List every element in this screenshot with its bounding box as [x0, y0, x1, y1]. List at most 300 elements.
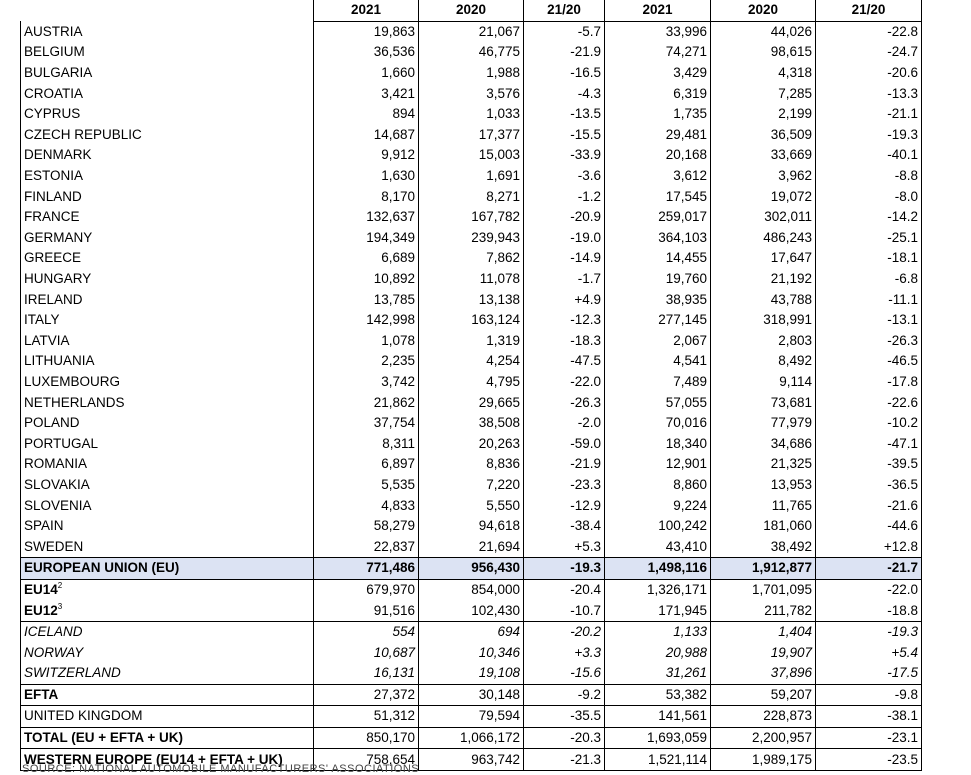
value-cell: -10.2 [816, 413, 922, 434]
value-cell: -15.6 [524, 663, 605, 684]
value-cell: -1.7 [524, 269, 605, 290]
value-cell: 2,235 [314, 351, 419, 372]
country-name [21, 621, 314, 642]
value-cell: 21,862 [314, 392, 419, 413]
country-name [21, 228, 314, 249]
source-note: SOURCE: NATIONAL AUTOMOBILE MANUFACTURERS' ASSOCIATIONS [22, 763, 420, 775]
row-label: SWEDEN [24, 538, 84, 554]
table-row [21, 331, 922, 352]
value-cell: 4,318 [711, 63, 816, 84]
value-cell: 194,349 [314, 228, 419, 249]
value-cell: 771,486 [314, 558, 419, 580]
value-cell: 6,897 [314, 454, 419, 475]
value-cell: 36,509 [711, 125, 816, 146]
header-cell: 2020 [711, 0, 816, 21]
value-cell: 13,785 [314, 289, 419, 310]
value-cell: 17,377 [419, 125, 524, 146]
table-row [21, 310, 922, 331]
country-name [21, 207, 314, 228]
row-label: AUSTRIA [24, 23, 83, 39]
row-label: NORWAY [24, 644, 84, 660]
value-cell: 8,271 [419, 186, 524, 207]
value-cell: -20.2 [524, 621, 605, 642]
country-name [21, 351, 314, 372]
country-name [21, 269, 314, 290]
row-label: LATVIA [24, 332, 70, 348]
value-cell: 13,138 [419, 289, 524, 310]
footnote-marker: 3 [57, 601, 63, 611]
value-cell: -13.1 [816, 310, 922, 331]
table-row [21, 289, 922, 310]
table-row [21, 454, 922, 475]
value-cell: -9.2 [524, 684, 605, 706]
value-cell: -6.8 [816, 269, 922, 290]
row-label: EU12 [24, 602, 58, 618]
value-cell: -10.7 [524, 600, 605, 621]
value-cell: 1,735 [605, 104, 711, 125]
country-name [21, 663, 314, 684]
value-cell: -19.3 [524, 558, 605, 580]
value-cell: 1,033 [419, 104, 524, 125]
value-cell: 29,481 [605, 125, 711, 146]
value-cell: 21,067 [419, 21, 524, 42]
value-cell: -14.9 [524, 248, 605, 269]
country-name [21, 21, 314, 42]
value-cell: 679,970 [314, 579, 419, 600]
value-cell: -22.6 [816, 392, 922, 413]
value-cell: -12.9 [524, 495, 605, 516]
value-cell: 20,988 [605, 642, 711, 663]
value-cell: 1,630 [314, 166, 419, 187]
value-cell: -17.8 [816, 372, 922, 393]
value-cell: 21,694 [419, 536, 524, 557]
value-cell: -23.1 [816, 727, 922, 749]
row-label: ICELAND [24, 624, 83, 640]
value-cell: 7,220 [419, 475, 524, 496]
value-cell: 33,996 [605, 21, 711, 42]
value-cell: 46,775 [419, 42, 524, 63]
value-cell: 59,207 [711, 684, 816, 706]
value-cell: 850,170 [314, 727, 419, 749]
value-cell: 1,912,877 [711, 558, 816, 580]
row-label: EUROPEAN UNION (EU) [24, 560, 180, 576]
row-label: LITHUANIA [24, 353, 95, 369]
value-cell: 37,754 [314, 413, 419, 434]
value-cell: 19,907 [711, 642, 816, 663]
value-cell: +3.3 [524, 642, 605, 663]
value-cell: -26.3 [524, 392, 605, 413]
country-name [21, 433, 314, 454]
value-cell: 36,536 [314, 42, 419, 63]
value-cell: 8,492 [711, 351, 816, 372]
value-cell: -3.6 [524, 166, 605, 187]
value-cell: 9,224 [605, 495, 711, 516]
country-name [21, 579, 314, 600]
table-row [21, 621, 922, 642]
value-cell: 11,765 [711, 495, 816, 516]
value-cell: 239,943 [419, 228, 524, 249]
value-cell: 9,114 [711, 372, 816, 393]
value-cell: 694 [419, 621, 524, 642]
value-cell: 318,991 [711, 310, 816, 331]
value-cell: 1,521,114 [605, 749, 711, 771]
value-cell: 1,660 [314, 63, 419, 84]
value-cell: 14,455 [605, 248, 711, 269]
value-cell: 259,017 [605, 207, 711, 228]
value-cell: 74,271 [605, 42, 711, 63]
header-cell: 2020 [419, 0, 524, 21]
country-name [21, 454, 314, 475]
value-cell: 3,962 [711, 166, 816, 187]
value-cell: 37,896 [711, 663, 816, 684]
value-cell: 13,953 [711, 475, 816, 496]
value-cell: -19.0 [524, 228, 605, 249]
value-cell: 7,489 [605, 372, 711, 393]
value-cell: 33,669 [711, 145, 816, 166]
table-row [21, 104, 922, 125]
value-cell: 10,687 [314, 642, 419, 663]
value-cell: -14.2 [816, 207, 922, 228]
country-name [21, 372, 314, 393]
country-name [21, 42, 314, 63]
value-cell: 3,429 [605, 63, 711, 84]
value-cell: 4,254 [419, 351, 524, 372]
value-cell: 141,561 [605, 706, 711, 728]
country-name [21, 145, 314, 166]
value-cell: 20,263 [419, 433, 524, 454]
row-label: UNITED KINGDOM [24, 708, 143, 724]
value-cell: 70,016 [605, 413, 711, 434]
value-cell: -19.3 [816, 125, 922, 146]
country-name [21, 536, 314, 557]
value-cell: 7,285 [711, 83, 816, 104]
value-cell: 7,862 [419, 248, 524, 269]
country-name [21, 289, 314, 310]
value-cell: -21.7 [816, 558, 922, 580]
country-name [21, 310, 314, 331]
value-cell: -59.0 [524, 433, 605, 454]
value-cell: -4.3 [524, 83, 605, 104]
value-cell: -47.1 [816, 433, 922, 454]
value-cell: 8,860 [605, 475, 711, 496]
value-cell: 38,935 [605, 289, 711, 310]
value-cell: 11,078 [419, 269, 524, 290]
row-label: BULGARIA [24, 65, 93, 81]
value-cell: 8,170 [314, 186, 419, 207]
table-row [21, 413, 922, 434]
value-cell: -20.3 [524, 727, 605, 749]
value-cell: 57,055 [605, 392, 711, 413]
row-label: ESTONIA [24, 168, 84, 184]
value-cell: -9.8 [816, 684, 922, 706]
value-cell: 2,803 [711, 331, 816, 352]
country-name [21, 600, 314, 621]
value-cell: 2,200,957 [711, 727, 816, 749]
value-cell: -18.1 [816, 248, 922, 269]
row-label: CYPRUS [24, 106, 81, 122]
value-cell: -21.3 [524, 749, 605, 771]
row-label: TOTAL (EU + EFTA + UK) [24, 730, 184, 746]
row-label: POLAND [24, 415, 80, 431]
value-cell: -44.6 [816, 516, 922, 537]
value-cell: 1,701,095 [711, 579, 816, 600]
row-label: PORTUGAL [24, 435, 99, 451]
value-cell: 5,550 [419, 495, 524, 516]
value-cell: 102,430 [419, 600, 524, 621]
row-label: SPAIN [24, 518, 64, 534]
value-cell: 30,148 [419, 684, 524, 706]
value-cell: 38,508 [419, 413, 524, 434]
value-cell: 854,000 [419, 579, 524, 600]
row-label: EFTA [24, 686, 59, 702]
value-cell: 486,243 [711, 228, 816, 249]
value-cell: 6,689 [314, 248, 419, 269]
value-cell: 4,795 [419, 372, 524, 393]
row-label: IRELAND [24, 291, 83, 307]
value-cell: -8.8 [816, 166, 922, 187]
value-cell: 53,382 [605, 684, 711, 706]
value-cell: -18.3 [524, 331, 605, 352]
header-cell: 21/20 [524, 0, 605, 21]
table-row [21, 269, 922, 290]
table-row [21, 516, 922, 537]
value-cell: 10,892 [314, 269, 419, 290]
table-row [21, 727, 922, 749]
value-cell: -5.7 [524, 21, 605, 42]
value-cell: 1,988 [419, 63, 524, 84]
row-label: DENMARK [24, 147, 92, 163]
value-cell: 554 [314, 621, 419, 642]
value-cell: 38,492 [711, 536, 816, 557]
value-cell: -47.5 [524, 351, 605, 372]
country-name [21, 727, 314, 749]
value-cell: 1,066,172 [419, 727, 524, 749]
value-cell: 22,837 [314, 536, 419, 557]
table-row [21, 392, 922, 413]
header-cell: 2021 [314, 0, 419, 21]
value-cell: 73,681 [711, 392, 816, 413]
value-cell: 19,863 [314, 21, 419, 42]
value-cell: -13.3 [816, 83, 922, 104]
value-cell: -20.6 [816, 63, 922, 84]
value-cell: 17,647 [711, 248, 816, 269]
value-cell: +5.3 [524, 536, 605, 557]
value-cell: -2.0 [524, 413, 605, 434]
value-cell: 1,498,116 [605, 558, 711, 580]
row-label: LUXEMBOURG [24, 373, 121, 389]
value-cell: 1,319 [419, 331, 524, 352]
table-body [21, 21, 922, 770]
table-row [21, 228, 922, 249]
table-row [21, 125, 922, 146]
value-cell: 12,901 [605, 454, 711, 475]
value-cell: 364,103 [605, 228, 711, 249]
row-label: ROMANIA [24, 456, 88, 472]
value-cell: -25.1 [816, 228, 922, 249]
header-blank [21, 0, 314, 21]
value-cell: 43,788 [711, 289, 816, 310]
country-name [21, 642, 314, 663]
value-cell: 20,168 [605, 145, 711, 166]
value-cell: 51,312 [314, 706, 419, 728]
value-cell: +5.4 [816, 642, 922, 663]
value-cell: 3,421 [314, 83, 419, 104]
value-cell: 10,346 [419, 642, 524, 663]
value-cell: 9,912 [314, 145, 419, 166]
value-cell: 894 [314, 104, 419, 125]
value-cell: -13.5 [524, 104, 605, 125]
value-cell: 77,979 [711, 413, 816, 434]
value-cell: 19,108 [419, 663, 524, 684]
value-cell: -23.5 [816, 749, 922, 771]
value-cell: 228,873 [711, 706, 816, 728]
value-cell: 100,242 [605, 516, 711, 537]
value-cell: 2,199 [711, 104, 816, 125]
row-label: SWITZERLAND [24, 665, 121, 681]
value-cell: 1,989,175 [711, 749, 816, 771]
country-name [21, 104, 314, 125]
value-cell: -46.5 [816, 351, 922, 372]
country-name [21, 63, 314, 84]
country-name [21, 706, 314, 728]
value-cell: 3,612 [605, 166, 711, 187]
value-cell: -1.2 [524, 186, 605, 207]
row-label: FRANCE [24, 209, 80, 225]
table-row [21, 166, 922, 187]
row-label: ITALY [24, 312, 60, 328]
table-row [21, 475, 922, 496]
value-cell: 302,011 [711, 207, 816, 228]
footnote-marker: 2 [57, 580, 63, 590]
row-label: BELGIUM [24, 44, 85, 60]
value-cell: 3,576 [419, 83, 524, 104]
value-cell: 19,760 [605, 269, 711, 290]
value-cell: 94,618 [419, 516, 524, 537]
header-cell: 21/20 [816, 0, 922, 21]
table-row [21, 83, 922, 104]
value-cell: 1,691 [419, 166, 524, 187]
table-row [21, 145, 922, 166]
country-name [21, 684, 314, 706]
country-name [21, 186, 314, 207]
value-cell: 15,003 [419, 145, 524, 166]
value-cell: 31,261 [605, 663, 711, 684]
value-cell: -23.3 [524, 475, 605, 496]
value-cell: -21.6 [816, 495, 922, 516]
value-cell: 171,945 [605, 600, 711, 621]
row-label: CROATIA [24, 85, 84, 101]
value-cell: 19,072 [711, 186, 816, 207]
row-label: WESTERN EUROPE (EU14 + EFTA + UK) [24, 751, 283, 767]
country-name [21, 166, 314, 187]
value-cell: 956,430 [419, 558, 524, 580]
value-cell: -19.3 [816, 621, 922, 642]
header-row [21, 0, 922, 21]
value-cell: 8,311 [314, 433, 419, 454]
value-cell: -35.5 [524, 706, 605, 728]
table-row [21, 642, 922, 663]
value-cell: -20.4 [524, 579, 605, 600]
value-cell: -11.1 [816, 289, 922, 310]
value-cell: -24.7 [816, 42, 922, 63]
value-cell: 1,404 [711, 621, 816, 642]
value-cell: 21,192 [711, 269, 816, 290]
value-cell: 163,124 [419, 310, 524, 331]
value-cell: 758,654 [314, 749, 419, 771]
country-name [21, 248, 314, 269]
value-cell: 211,782 [711, 600, 816, 621]
country-name [21, 558, 314, 580]
value-cell: -38.1 [816, 706, 922, 728]
value-cell: 34,686 [711, 433, 816, 454]
table-row [21, 706, 922, 728]
row-label: NETHERLANDS [24, 394, 125, 410]
value-cell: -17.5 [816, 663, 922, 684]
table-row [21, 495, 922, 516]
value-cell: 18,340 [605, 433, 711, 454]
value-cell: 21,325 [711, 454, 816, 475]
value-cell: -16.5 [524, 63, 605, 84]
value-cell: 4,833 [314, 495, 419, 516]
country-name [21, 83, 314, 104]
value-cell: -38.4 [524, 516, 605, 537]
country-name [21, 516, 314, 537]
value-cell: -22.0 [524, 372, 605, 393]
value-cell: 16,131 [314, 663, 419, 684]
value-cell: 167,782 [419, 207, 524, 228]
table-row [21, 248, 922, 269]
row-label: GERMANY [24, 229, 93, 245]
table-row [21, 600, 922, 621]
value-cell: 79,594 [419, 706, 524, 728]
value-cell: 1,326,171 [605, 579, 711, 600]
value-cell: 1,133 [605, 621, 711, 642]
table-row [21, 558, 922, 580]
value-cell: 3,742 [314, 372, 419, 393]
value-cell: -20.9 [524, 207, 605, 228]
table-row [21, 63, 922, 84]
value-cell: -15.5 [524, 125, 605, 146]
value-cell: -40.1 [816, 145, 922, 166]
value-cell: -22.0 [816, 579, 922, 600]
registrations-table [20, 0, 922, 771]
table-row [21, 579, 922, 600]
country-name [21, 331, 314, 352]
value-cell: 142,998 [314, 310, 419, 331]
table-row [21, 433, 922, 454]
value-cell: 91,516 [314, 600, 419, 621]
row-label: FINLAND [24, 188, 82, 204]
value-cell: 58,279 [314, 516, 419, 537]
value-cell: -22.8 [816, 21, 922, 42]
value-cell: 44,026 [711, 21, 816, 42]
value-cell: -21.9 [524, 454, 605, 475]
row-label: HUNGARY [24, 271, 92, 287]
value-cell: 29,665 [419, 392, 524, 413]
value-cell: 8,836 [419, 454, 524, 475]
value-cell: 2,067 [605, 331, 711, 352]
value-cell: -26.3 [816, 331, 922, 352]
value-cell: 98,615 [711, 42, 816, 63]
value-cell: 17,545 [605, 186, 711, 207]
row-label: EU14 [24, 581, 58, 597]
country-name [21, 475, 314, 496]
row-label: GREECE [24, 250, 82, 266]
table-row [21, 186, 922, 207]
value-cell: 963,742 [419, 749, 524, 771]
country-name [21, 392, 314, 413]
row-label: SLOVAKIA [24, 476, 90, 492]
